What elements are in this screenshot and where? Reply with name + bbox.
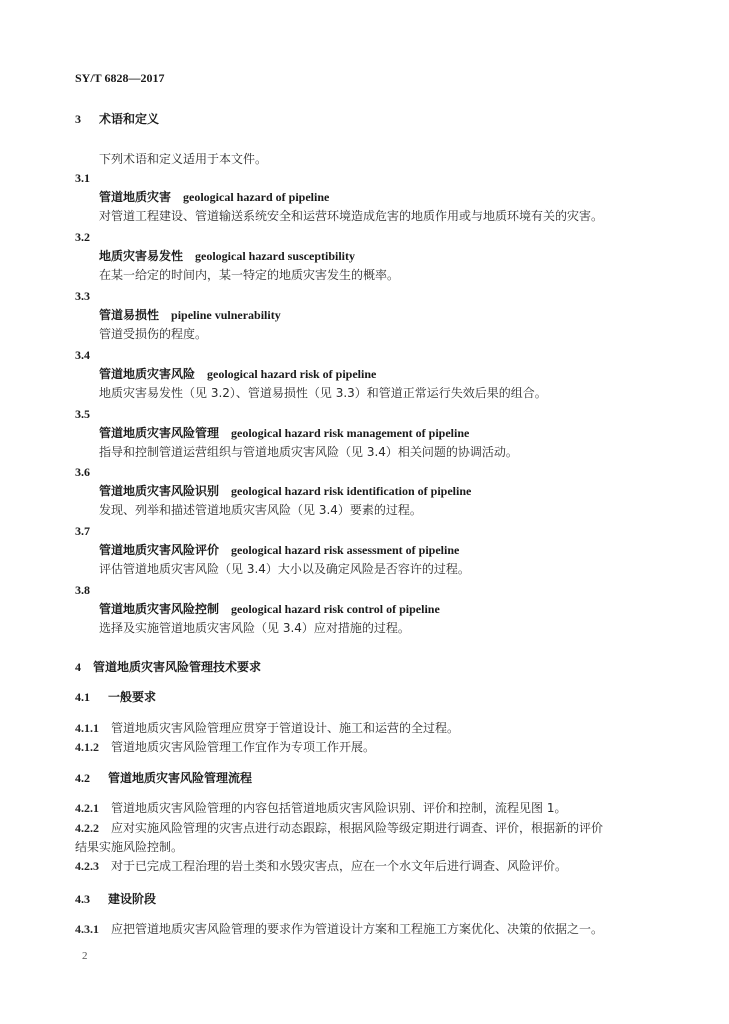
term-number: 3.8	[75, 583, 90, 597]
term-definition: 评估管道地质灾害风险（见 3.4）大小以及确定风险是否容许的过程。	[99, 562, 470, 576]
section-number: 3	[75, 112, 81, 126]
term-title	[99, 542, 459, 558]
term-cn: 管道地质灾害风险控制	[99, 602, 220, 616]
term-definition: 选择及实施管道地质灾害风险（见 3.4）应对措施的过程。	[99, 621, 410, 635]
clause-number: 4.2.2	[75, 821, 99, 835]
term-en: geological hazard risk identification of pipeline	[231, 484, 472, 498]
term-en: geological hazard risk of pipeline	[207, 367, 377, 381]
clause	[75, 921, 603, 937]
standard-number: SY/T 6828—2017	[75, 71, 165, 85]
term-number: 3.3	[75, 289, 90, 303]
term-number: 3.1	[75, 171, 90, 185]
term-title	[99, 248, 355, 264]
subsection-title: 管道地质灾害风险管理流程	[108, 771, 253, 785]
term-en: geological hazard risk management of pipeline	[231, 426, 470, 440]
subsection-heading	[75, 770, 252, 786]
term-en: geological hazard risk assessment of pipeline	[231, 543, 460, 557]
term-number: 3.7	[75, 524, 90, 538]
term-title	[99, 483, 471, 499]
subsection-title: 建设阶段	[108, 892, 157, 906]
clause-text: 管道地质灾害风险管理应贯穿于管道设计、施工和运营的全过程。	[111, 721, 460, 735]
term-definition: 发现、列举和描述管道地质灾害风险（见 3.4）要素的过程。	[99, 503, 422, 517]
clause	[75, 720, 459, 736]
term-title	[99, 307, 281, 323]
term-cn: 管道地质灾害风险识别	[99, 484, 220, 498]
clause	[75, 800, 566, 816]
term-title	[99, 601, 440, 617]
page-number: 2	[82, 950, 88, 962]
clause-text: 对于已完成工程治理的岩土类和水毁灾害点，应在一个水文年后进行调查、风险评价。	[111, 859, 568, 873]
term-cn: 地质灾害易发性	[99, 249, 184, 263]
clause-continuation: 结果实施风险控制。	[75, 840, 184, 854]
section-number: 4	[75, 660, 81, 674]
term-number: 3.2	[75, 230, 90, 244]
section-4-heading	[75, 659, 261, 675]
subsection-heading	[75, 891, 156, 907]
term-number: 3.5	[75, 407, 90, 421]
term-cn: 管道地质灾害风险评价	[99, 543, 220, 557]
term-definition: 地质灾害易发性（见 3.2）、管道易损性（见 3.3）和管道正常运行失效后果的组合。	[99, 386, 547, 400]
term-en: pipeline vulnerability	[171, 308, 281, 322]
term-title	[99, 425, 469, 441]
clause	[75, 858, 567, 874]
term-title	[99, 366, 376, 382]
clause-number: 4.2.1	[75, 801, 99, 815]
term-definition: 在某一给定的时间内，某一特定的地质灾害发生的概率。	[99, 268, 400, 282]
subsection-heading	[75, 689, 156, 705]
term-cn: 管道地质灾害	[99, 190, 172, 204]
section-3-heading	[75, 111, 159, 127]
subsection-number: 4.2	[75, 771, 90, 785]
clause-number: 4.1.1	[75, 721, 99, 735]
clause	[75, 739, 375, 755]
section-intro: 下列术语和定义适用于本文件。	[99, 152, 268, 166]
term-cn: 管道易损性	[99, 308, 160, 322]
clause	[75, 820, 603, 836]
clause-number: 4.3.1	[75, 922, 99, 936]
clause-text: 管道地质灾害风险管理的内容包括管道地质灾害风险识别、评价和控制，流程见图 1。	[111, 801, 567, 815]
clause-text: 管道地质灾害风险管理工作宜作为专项工作开展。	[111, 740, 376, 754]
subsection-number: 4.1	[75, 690, 90, 704]
clause-text: 应把管道地质灾害风险管理的要求作为管道设计方案和工程施工方案优化、决策的依据之一。	[111, 922, 604, 936]
term-en: geological hazard risk control of pipeline	[231, 602, 440, 616]
term-en: geological hazard of pipeline	[183, 190, 330, 204]
term-title	[99, 189, 329, 205]
clause-text: 应对实施风险管理的灾害点进行动态跟踪，根据风险等级定期进行调查、评价，根据新的评价	[111, 821, 604, 835]
term-cn: 管道地质灾害风险管理	[99, 426, 220, 440]
term-definition: 管道受损伤的程度。	[99, 327, 208, 341]
term-cn: 管道地质灾害风险	[99, 367, 196, 381]
term-en: geological hazard susceptibility	[195, 249, 356, 263]
section-title: 管道地质灾害风险管理技术要求	[93, 660, 262, 674]
subsection-title: 一般要求	[108, 690, 157, 704]
term-number: 3.4	[75, 348, 90, 362]
subsection-number: 4.3	[75, 892, 90, 906]
term-definition: 对管道工程建设、管道输送系统安全和运营环境造成危害的地质作用或与地质环境有关的灾害。	[99, 209, 604, 223]
clause-number: 4.2.3	[75, 859, 99, 873]
term-number: 3.6	[75, 465, 90, 479]
section-title: 术语和定义	[99, 112, 160, 126]
clause-number: 4.1.2	[75, 740, 99, 754]
term-definition: 指导和控制管道运营组织与管道地质灾害风险（见 3.4）相关问题的协调活动。	[99, 445, 518, 459]
